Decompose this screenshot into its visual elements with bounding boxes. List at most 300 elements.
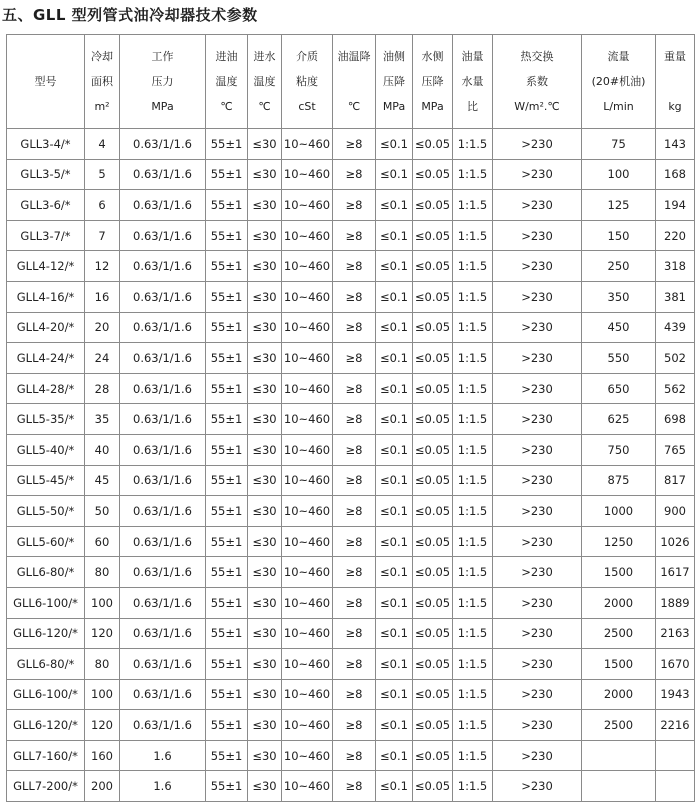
table-row: [7, 220, 695, 251]
model-cell: GLL6-120/*: [7, 710, 85, 741]
table-cell: 817: [656, 465, 695, 496]
table-cell: [656, 771, 695, 802]
table-cell: ≤0.1: [376, 373, 413, 404]
table-row: [7, 710, 695, 741]
table-cell: 10~460: [282, 312, 333, 343]
table-cell: ≤0.05: [413, 251, 453, 282]
table-cell: 0.63/1/1.6: [120, 251, 206, 282]
table-cell: 55±1: [206, 771, 248, 802]
table-cell: ≤0.05: [413, 557, 453, 588]
column-header-line: 面积: [91, 75, 113, 88]
column-header-line: L/min: [603, 100, 634, 113]
table-cell: 143: [656, 129, 695, 160]
model-cell: GLL4-28/*: [7, 373, 85, 404]
table-cell: ≤30: [248, 618, 282, 649]
table-cell: 2500: [582, 710, 656, 741]
table-cell: >230: [493, 404, 582, 435]
table-cell: 1:1.5: [453, 771, 493, 802]
table-cell: ≤0.1: [376, 129, 413, 160]
table-cell: 55±1: [206, 343, 248, 374]
table-cell: 0.63/1/1.6: [120, 587, 206, 618]
table-cell: ≤0.1: [376, 220, 413, 251]
table-cell: 502: [656, 343, 695, 374]
column-header: [85, 35, 120, 129]
model-cell: GLL4-24/*: [7, 343, 85, 374]
column-header-line: 冷却: [91, 50, 113, 63]
table-cell: 0.63/1/1.6: [120, 465, 206, 496]
table-cell: 4: [85, 129, 120, 160]
table-cell: >230: [493, 129, 582, 160]
table-cell: 750: [582, 434, 656, 465]
table-cell: 100: [85, 587, 120, 618]
table-cell: 55±1: [206, 526, 248, 557]
table-cell: 10~460: [282, 159, 333, 190]
column-header-line: ℃: [220, 100, 233, 113]
table-cell: ≤0.05: [413, 710, 453, 741]
table-cell: 10~460: [282, 496, 333, 527]
column-header-line: 进水: [253, 50, 276, 63]
table-cell: ≤30: [248, 312, 282, 343]
table-cell: [582, 771, 656, 802]
header-row: [7, 35, 695, 129]
table-cell: 1:1.5: [453, 312, 493, 343]
table-cell: ≤30: [248, 557, 282, 588]
table-cell: ≤30: [248, 404, 282, 435]
table-cell: 1:1.5: [453, 587, 493, 618]
table-cell: 1:1.5: [453, 618, 493, 649]
column-header-line: 热交换: [520, 50, 554, 63]
column-header-line: 系数: [526, 75, 548, 88]
table-row: [7, 679, 695, 710]
table-cell: 220: [656, 220, 695, 251]
table-cell: 0.63/1/1.6: [120, 404, 206, 435]
table-cell: ≤0.05: [413, 159, 453, 190]
table-cell: 350: [582, 281, 656, 312]
column-header: [656, 35, 695, 129]
column-header: [333, 35, 376, 129]
model-cell: GLL5-40/*: [7, 434, 85, 465]
table-cell: >230: [493, 312, 582, 343]
table-cell: ≤0.05: [413, 740, 453, 771]
column-header: [376, 35, 413, 129]
table-cell: 1:1.5: [453, 740, 493, 771]
table-cell: ≤0.05: [413, 679, 453, 710]
table-row: [7, 251, 695, 282]
table-cell: 0.63/1/1.6: [120, 434, 206, 465]
table-cell: >230: [493, 587, 582, 618]
column-header: [120, 35, 206, 129]
table-cell: ≥8: [333, 404, 376, 435]
table-cell: ≥8: [333, 190, 376, 221]
table-cell: ≤0.05: [413, 771, 453, 802]
table-row: [7, 587, 695, 618]
table-cell: ≤0.05: [413, 220, 453, 251]
table-cell: 1:1.5: [453, 434, 493, 465]
table-cell: ≤0.1: [376, 159, 413, 190]
table-cell: 1:1.5: [453, 281, 493, 312]
table-cell: 0.63/1/1.6: [120, 281, 206, 312]
table-cell: 55±1: [206, 251, 248, 282]
table-cell: 0.63/1/1.6: [120, 618, 206, 649]
table-row: [7, 740, 695, 771]
table-cell: ≥8: [333, 618, 376, 649]
table-cell: ≥8: [333, 281, 376, 312]
table-row: [7, 404, 695, 435]
table-cell: 55±1: [206, 557, 248, 588]
table-cell: 1:1.5: [453, 649, 493, 680]
column-header-line: 工作: [151, 50, 174, 63]
table-cell: ≤30: [248, 771, 282, 802]
table-cell: 1889: [656, 587, 695, 618]
table-cell: ≥8: [333, 710, 376, 741]
table-cell: 1943: [656, 679, 695, 710]
table-cell: 10~460: [282, 373, 333, 404]
table-cell: >230: [493, 618, 582, 649]
table-cell: 0.63/1/1.6: [120, 159, 206, 190]
table-cell: 439: [656, 312, 695, 343]
table-cell: >230: [493, 159, 582, 190]
table-cell: 10~460: [282, 710, 333, 741]
table-cell: ≤0.1: [376, 434, 413, 465]
table-cell: 160: [85, 740, 120, 771]
column-header-line: 比: [467, 100, 478, 113]
model-cell: GLL6-100/*: [7, 587, 85, 618]
table-row: [7, 649, 695, 680]
table-cell: 55±1: [206, 434, 248, 465]
table-cell: 35: [85, 404, 120, 435]
table-cell: 194: [656, 190, 695, 221]
column-header-line: 温度: [215, 75, 238, 88]
column-header: [248, 35, 282, 129]
column-header: [206, 35, 248, 129]
column-header-line: 水量: [461, 75, 484, 88]
table-cell: 1:1.5: [453, 159, 493, 190]
table-cell: 55±1: [206, 159, 248, 190]
table-cell: >230: [493, 557, 582, 588]
table-cell: 1:1.5: [453, 679, 493, 710]
table-cell: 10~460: [282, 771, 333, 802]
table-cell: 55±1: [206, 465, 248, 496]
column-header-line: 粘度: [296, 75, 318, 88]
table-cell: 625: [582, 404, 656, 435]
table-cell: 55±1: [206, 404, 248, 435]
table-cell: 698: [656, 404, 695, 435]
column-header-line: 油温降: [337, 50, 371, 63]
table-cell: 55±1: [206, 649, 248, 680]
table-cell: ≤0.05: [413, 649, 453, 680]
table-cell: 200: [85, 771, 120, 802]
table-cell: 875: [582, 465, 656, 496]
table-cell: 50: [85, 496, 120, 527]
column-header-line: 油量: [461, 50, 484, 63]
table-cell: ≤0.05: [413, 618, 453, 649]
model-cell: GLL3-5/*: [7, 159, 85, 190]
column-header-line: [656, 69, 694, 94]
table-cell: ≤30: [248, 679, 282, 710]
model-cell: GLL5-50/*: [7, 496, 85, 527]
table-cell: 1:1.5: [453, 129, 493, 160]
table-cell: >230: [493, 190, 582, 221]
table-cell: >230: [493, 649, 582, 680]
table-cell: ≤0.1: [376, 343, 413, 374]
table-cell: ≥8: [333, 740, 376, 771]
table-row: [7, 373, 695, 404]
table-cell: 20: [85, 312, 120, 343]
table-cell: ≤0.05: [413, 526, 453, 557]
model-cell: GLL6-80/*: [7, 557, 85, 588]
table-cell: 1000: [582, 496, 656, 527]
table-cell: ≤30: [248, 373, 282, 404]
table-cell: 24: [85, 343, 120, 374]
table-cell: ≤0.05: [413, 343, 453, 374]
table-cell: 2163: [656, 618, 695, 649]
table-cell: 10~460: [282, 404, 333, 435]
table-cell: 6: [85, 190, 120, 221]
table-cell: 10~460: [282, 526, 333, 557]
table-cell: ≤0.1: [376, 557, 413, 588]
table-cell: 1:1.5: [453, 404, 493, 435]
table-cell: 10~460: [282, 343, 333, 374]
table-cell: >230: [493, 343, 582, 374]
model-cell: GLL7-160/*: [7, 740, 85, 771]
column-header-line: 温度: [253, 75, 276, 88]
table-cell: ≤0.1: [376, 649, 413, 680]
column-header: [493, 35, 582, 129]
table-cell: 0.63/1/1.6: [120, 557, 206, 588]
table-cell: ≥8: [333, 465, 376, 496]
column-header-line: 进油: [215, 50, 238, 63]
table-cell: 10~460: [282, 587, 333, 618]
table-cell: 1:1.5: [453, 343, 493, 374]
table-cell: 55±1: [206, 281, 248, 312]
table-cell: 1617: [656, 557, 695, 588]
table-cell: ≥8: [333, 679, 376, 710]
column-header-line: 压降: [383, 75, 405, 88]
table-cell: 125: [582, 190, 656, 221]
table-cell: ≤0.1: [376, 312, 413, 343]
table-cell: 1670: [656, 649, 695, 680]
table-cell: 10~460: [282, 220, 333, 251]
table-cell: 45: [85, 465, 120, 496]
table-cell: ≤0.05: [413, 465, 453, 496]
table-cell: 10~460: [282, 281, 333, 312]
table-cell: 120: [85, 618, 120, 649]
table-cell: ≤30: [248, 220, 282, 251]
table-row: [7, 618, 695, 649]
table-cell: 55±1: [206, 129, 248, 160]
model-cell: GLL5-45/*: [7, 465, 85, 496]
table-cell: 1:1.5: [453, 496, 493, 527]
model-cell: GLL3-4/*: [7, 129, 85, 160]
table-cell: ≤0.05: [413, 190, 453, 221]
model-cell: GLL7-200/*: [7, 771, 85, 802]
table-cell: >230: [493, 496, 582, 527]
table-cell: [656, 740, 695, 771]
table-cell: 100: [85, 679, 120, 710]
table-row: [7, 465, 695, 496]
table-cell: ≤30: [248, 649, 282, 680]
table-cell: 2500: [582, 618, 656, 649]
table-row: [7, 526, 695, 557]
column-header-line: ℃: [347, 100, 361, 113]
table-cell: 250: [582, 251, 656, 282]
table-cell: 1500: [582, 649, 656, 680]
model-cell: GLL5-35/*: [7, 404, 85, 435]
table-cell: 80: [85, 649, 120, 680]
table-cell: ≤0.1: [376, 496, 413, 527]
table-cell: >230: [493, 740, 582, 771]
table-cell: >230: [493, 710, 582, 741]
table-cell: ≤30: [248, 587, 282, 618]
table-cell: 55±1: [206, 587, 248, 618]
table-cell: ≤0.1: [376, 771, 413, 802]
column-header-line: MPa: [382, 100, 406, 113]
table-cell: ≤0.05: [413, 373, 453, 404]
table-cell: >230: [493, 281, 582, 312]
table-cell: 1:1.5: [453, 710, 493, 741]
table-cell: ≥8: [333, 343, 376, 374]
table-row: [7, 496, 695, 527]
table-cell: 0.63/1/1.6: [120, 343, 206, 374]
table-cell: 1:1.5: [453, 557, 493, 588]
table-cell: ≤0.1: [376, 404, 413, 435]
table-cell: ≤0.1: [376, 618, 413, 649]
table-cell: ≥8: [333, 526, 376, 557]
column-header: [582, 35, 656, 129]
table-cell: 450: [582, 312, 656, 343]
column-header-line: [333, 69, 375, 94]
spec-table: [6, 34, 695, 802]
column-header-line: 介质: [296, 50, 318, 63]
table-cell: 10~460: [282, 679, 333, 710]
column-header-line: ℃: [258, 100, 271, 113]
column-header-line: 油侧: [383, 50, 405, 63]
table-cell: 2000: [582, 587, 656, 618]
table-cell: ≤0.05: [413, 281, 453, 312]
table-cell: ≤30: [248, 710, 282, 741]
model-cell: GLL4-12/*: [7, 251, 85, 282]
model-cell: GLL3-6/*: [7, 190, 85, 221]
table-cell: 10~460: [282, 434, 333, 465]
table-cell: 5: [85, 159, 120, 190]
table-cell: ≤0.05: [413, 312, 453, 343]
table-cell: 12: [85, 251, 120, 282]
table-cell: 60: [85, 526, 120, 557]
table-cell: 168: [656, 159, 695, 190]
table-cell: ≤0.05: [413, 496, 453, 527]
column-header: [282, 35, 333, 129]
table-cell: 10~460: [282, 557, 333, 588]
table-cell: ≤30: [248, 740, 282, 771]
table-cell: ≤30: [248, 190, 282, 221]
table-cell: 765: [656, 434, 695, 465]
table-cell: >230: [493, 373, 582, 404]
table-cell: ≤0.1: [376, 740, 413, 771]
table-cell: 55±1: [206, 190, 248, 221]
table-cell: 562: [656, 373, 695, 404]
column-header-line: 水侧: [421, 50, 444, 63]
table-row: [7, 771, 695, 802]
table-cell: 650: [582, 373, 656, 404]
table-cell: ≥8: [333, 159, 376, 190]
table-cell: >230: [493, 220, 582, 251]
table-cell: ≤0.1: [376, 465, 413, 496]
table-header: [7, 35, 695, 129]
table-cell: 2216: [656, 710, 695, 741]
column-header-line: 型号: [34, 75, 57, 88]
table-cell: ≥8: [333, 557, 376, 588]
table-cell: 40: [85, 434, 120, 465]
table-cell: 0.63/1/1.6: [120, 220, 206, 251]
table-cell: 550: [582, 343, 656, 374]
table-cell: 55±1: [206, 496, 248, 527]
table-cell: ≤0.05: [413, 434, 453, 465]
table-cell: ≤30: [248, 129, 282, 160]
table-row: [7, 343, 695, 374]
table-cell: 381: [656, 281, 695, 312]
model-cell: GLL6-100/*: [7, 679, 85, 710]
table-cell: ≥8: [333, 496, 376, 527]
table-row: [7, 557, 695, 588]
table-cell: ≤0.05: [413, 587, 453, 618]
table-cell: ≤30: [248, 496, 282, 527]
table-cell: ≤30: [248, 434, 282, 465]
model-cell: GLL4-20/*: [7, 312, 85, 343]
table-cell: 0.63/1/1.6: [120, 190, 206, 221]
table-cell: ≤30: [248, 343, 282, 374]
table-row: [7, 434, 695, 465]
table-cell: 1250: [582, 526, 656, 557]
table-cell: >230: [493, 526, 582, 557]
model-cell: GLL3-7/*: [7, 220, 85, 251]
table-cell: ≥8: [333, 771, 376, 802]
table-cell: 1.6: [120, 740, 206, 771]
table-cell: 1026: [656, 526, 695, 557]
table-row: [7, 129, 695, 160]
table-cell: 120: [85, 710, 120, 741]
table-cell: ≥8: [333, 434, 376, 465]
page-title: 五、GLL 型列管式油冷却器技术参数: [2, 6, 258, 24]
table-cell: 55±1: [206, 220, 248, 251]
table-cell: 55±1: [206, 618, 248, 649]
table-cell: ≤30: [248, 281, 282, 312]
table-cell: 10~460: [282, 251, 333, 282]
table-cell: ≥8: [333, 312, 376, 343]
table-row: [7, 281, 695, 312]
table-body: [7, 129, 695, 802]
table-cell: ≤0.05: [413, 129, 453, 160]
table-cell: ≤0.1: [376, 281, 413, 312]
table-cell: ≤0.05: [413, 404, 453, 435]
table-cell: 318: [656, 251, 695, 282]
table-cell: 55±1: [206, 373, 248, 404]
table-cell: 1:1.5: [453, 526, 493, 557]
table-row: [7, 159, 695, 190]
table-cell: 150: [582, 220, 656, 251]
table-cell: 1:1.5: [453, 251, 493, 282]
table-cell: ≥8: [333, 373, 376, 404]
column-header-line: kg: [668, 100, 682, 113]
table-cell: 55±1: [206, 312, 248, 343]
table-cell: 16: [85, 281, 120, 312]
table-cell: 0.63/1/1.6: [120, 496, 206, 527]
model-cell: GLL6-80/*: [7, 649, 85, 680]
table-cell: ≤0.1: [376, 710, 413, 741]
column-header-line: 流量: [607, 50, 630, 63]
table-cell: ≤30: [248, 251, 282, 282]
table-cell: 10~460: [282, 618, 333, 649]
table-cell: >230: [493, 465, 582, 496]
